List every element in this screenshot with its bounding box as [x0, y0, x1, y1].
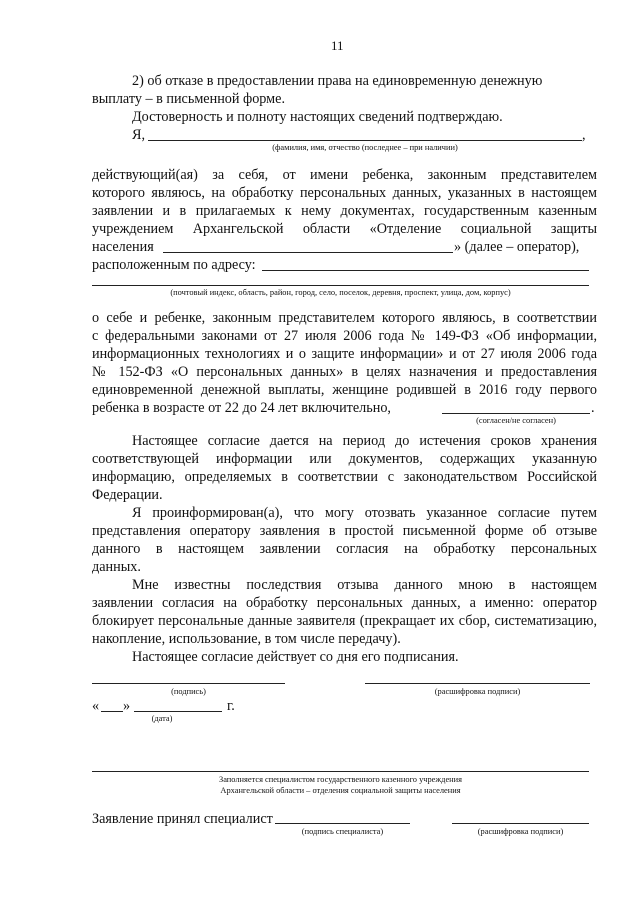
purpose-line2: с федеральными законами от 27 июля 2006 года № 149-ФЗ «Об информации, — [92, 328, 597, 344]
address-caption: (почтовый индекс, область, район, город, село, поселок, деревня, проспект, улица, дом, корпус) — [170, 288, 511, 297]
revoke-line3: данного в настоящем заявлении согласия на обработку персональных — [92, 541, 597, 557]
signature-caption: (подпись) — [171, 687, 206, 696]
purpose-line6: ребенка в возрасте от 22 до 24 лет включительно, — [92, 400, 391, 416]
agree-caption: (согласен/не согласен) — [476, 416, 556, 425]
specialist-decode-caption: (расшифровка подписи) — [477, 827, 564, 836]
revoke-line1: Я проинформирован(а), что могу отозвать указанное согласие путем — [132, 505, 597, 521]
item2-line1: 2) об отказе в предоставлении права на единовременную денежную — [132, 73, 543, 89]
consent-line4: учреждением Архангельской области «Отделение социальной защиты — [92, 221, 597, 237]
revoke-line4: данных. — [92, 559, 141, 575]
specialist-signature-line[interactable] — [275, 823, 410, 824]
department-name-line[interactable] — [163, 252, 453, 253]
item2-line2: выплату – в письменной форме. — [92, 91, 286, 107]
revoke-line2: представления оператору заявления в простой письменной форме об отзыве — [92, 523, 597, 539]
specialist-decode-line[interactable] — [452, 823, 589, 824]
term-line1: Настоящее согласие дается на период до истечения сроков хранения — [132, 433, 597, 449]
fio-input-line[interactable] — [148, 140, 582, 141]
purpose-line5: единовременной денежной выплаты, женщине родившей в 2016 году первого — [92, 382, 597, 398]
fio-comma: , — [582, 127, 586, 143]
purpose-line3: информационных технологиях и о защите информации» и от 27 июля 2006 года — [92, 346, 597, 362]
address-line-2[interactable] — [92, 285, 589, 286]
consequences-line2: заявлении согласия на обработку персональных данных, а именно: оператор — [92, 595, 597, 611]
specialist-signature-caption: (подпись специалиста) — [301, 827, 384, 836]
consequences-line3: блокирует персональные данные заявителя (прекращает их сбор, систематизацию, — [92, 613, 597, 629]
purpose-line6-end: . — [591, 400, 595, 416]
decode-caption: (расшифровка подписи) — [434, 687, 521, 696]
date-month-line[interactable] — [134, 711, 222, 712]
signature-line[interactable] — [92, 683, 285, 684]
decode-line[interactable] — [365, 683, 590, 684]
date-day-line[interactable] — [101, 711, 123, 712]
term-line3: информацию, определяемых в соответствии с законодательством Российской — [92, 469, 597, 485]
accepted-label: Заявление принял специалист — [92, 811, 273, 827]
valid-text: Настоящее согласие действует со дня его подписания. — [132, 649, 459, 665]
date-quote-open: « — [92, 698, 100, 714]
date-year-suffix: г. — [227, 698, 235, 714]
address-line-1[interactable] — [262, 270, 589, 271]
consent-line5-start: населения — [92, 239, 154, 255]
consent-line3: заявлении и в прилагаемых к нему документах, государственным казенным — [92, 203, 597, 219]
date-quote-close: » — [123, 698, 131, 714]
ya-label: Я, — [132, 127, 146, 143]
confirm-text: Достоверность и полноту настоящих сведений подтверждаю. — [132, 109, 503, 125]
agree-input-line[interactable] — [442, 413, 590, 414]
consent-line1: действующий(ая) за себя, от имени ребенка, законным представителем — [92, 167, 597, 183]
official-note-line2: Архангельской области – отделения социальной защиты населения — [220, 786, 461, 795]
consequences-line1: Мне известны последствия отзыва данного мною в настоящем — [132, 577, 597, 593]
official-note-line1: Заполняется специалистом государственного казенного учреждения — [219, 775, 462, 784]
purpose-line4: № 152-ФЗ «О персональных данных» в целях назначения и предоставления — [92, 364, 597, 380]
purpose-line1: о себе и ребенке, законным представителем которого являюсь, в соответствии — [92, 310, 597, 326]
consent-line2: которого являюсь, на обработку персональных данных, указанных в настоящем — [92, 185, 597, 201]
consent-line5-end: » (далее – оператор), — [454, 239, 580, 255]
date-caption: (дата) — [151, 714, 173, 723]
page-number: 11 — [331, 38, 344, 53]
consequences-line4: накопление, использование, в том числе передачу). — [92, 631, 401, 647]
official-line — [92, 771, 589, 772]
term-line2: соответствующей информации или документов, содержащих указанную — [92, 451, 597, 467]
term-line4: Федерации. — [92, 487, 163, 503]
fio-caption: (фамилия, имя, отчество (последнее – при наличии) — [272, 143, 458, 152]
consent-line6: расположенным по адресу: — [92, 257, 256, 273]
